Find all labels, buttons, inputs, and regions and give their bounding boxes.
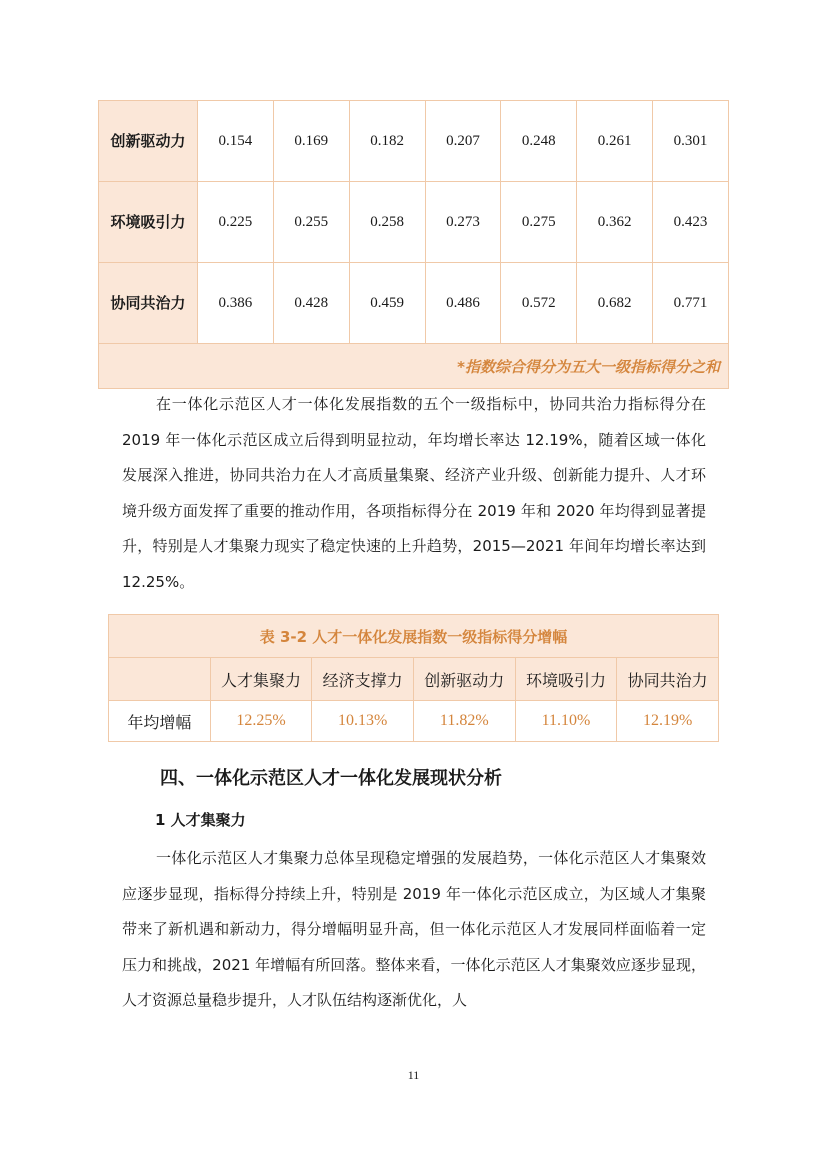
table-header-row (109, 658, 719, 701)
row-label: 年均增幅 (109, 701, 211, 742)
body-paragraph: 在一体化示范区人才一体化发展指数的五个一级指标中，协同共治力指标得分在 2019 年一体化示范区成立后得到明显拉动，年均增长率达 12.19%，随着区域一体化发展深入推进，协同共治力在人才高质量集聚、经济产业升级、创新能力提升、人才环境升级方面发挥了重要的推动作用，各项指标得分在 2019 年和 2020 年均得到显著提升，特别是人才集聚力现实了稳定快速的上升趋势，2015—2021 年间年均增长率达到 12.25%。 (122, 395, 706, 591)
table-cell: 0.682 (577, 263, 653, 344)
growth-table (108, 614, 719, 742)
table-cell: 0.771 (653, 263, 729, 344)
page-number: 11 (407, 1068, 420, 1082)
column-header: 人才集聚力 (210, 658, 312, 701)
column-header: 经济支撑力 (312, 658, 414, 701)
table-cell: 0.428 (273, 263, 349, 344)
table-row (99, 101, 729, 182)
index-score-table (98, 100, 729, 389)
table-cell: 0.423 (653, 182, 729, 263)
table-cell: 12.19% (617, 701, 719, 742)
table-cell: 0.169 (273, 101, 349, 182)
column-header: 协同共治力 (617, 658, 719, 701)
table-note-row (99, 344, 729, 389)
table-cell: 0.301 (653, 101, 729, 182)
table-cell: 0.154 (198, 101, 274, 182)
table-row (99, 182, 729, 263)
table-cell: 0.207 (425, 101, 501, 182)
table-cell: 0.386 (198, 263, 274, 344)
table-cell: 0.362 (577, 182, 653, 263)
body-paragraph: 一体化示范区人才集聚力总体呈现稳定增强的发展趋势，一体化示范区人才集聚效应逐步显现，指标得分持续上升，特别是 2019 年一体化示范区成立，为区域人才集聚带来了新机遇和新动力，得分增幅明显升高，但一体化示范区人才发展同样面临着一定压力和挑战，2021 年增幅有所回落。整体来看，一体化示范区人才集聚效应逐步显现，人才资源总量稳步提升，人才队伍结构逐渐优化，人 (122, 849, 706, 1009)
table-cell: 0.273 (425, 182, 501, 263)
table-cell: 0.459 (349, 263, 425, 344)
table-note: *指数综合得分为五大一级指标得分之和 (99, 344, 729, 389)
row-label: 环境吸引力 (99, 182, 198, 263)
table-cell: 10.13% (312, 701, 414, 742)
table-cell: 0.255 (273, 182, 349, 263)
table-cell: 0.225 (198, 182, 274, 263)
table-row (99, 263, 729, 344)
table-cell: 0.486 (425, 263, 501, 344)
table-cell: 0.572 (501, 263, 577, 344)
table-cell: 0.248 (501, 101, 577, 182)
table-cell: 0.182 (349, 101, 425, 182)
table-cell: 12.25% (210, 701, 312, 742)
column-header: 环境吸引力 (515, 658, 617, 701)
table-row (109, 701, 719, 742)
table-cell: 0.275 (501, 182, 577, 263)
table-cell: 11.10% (515, 701, 617, 742)
table-cell: 0.258 (349, 182, 425, 263)
table-cell: 0.261 (577, 101, 653, 182)
row-label: 协同共治力 (99, 263, 198, 344)
table-cell: 11.82% (413, 701, 515, 742)
row-label: 创新驱动力 (99, 101, 198, 182)
subsection-title: 1 人才集聚力 (155, 811, 246, 829)
header-blank-cell (109, 658, 211, 701)
column-header: 创新驱动力 (413, 658, 515, 701)
table-caption: 表 3-2 人才一体化发展指数一级指标得分增幅 (109, 615, 719, 658)
section-title: 四、一体化示范区人才一体化发展现状分析 (160, 768, 502, 789)
